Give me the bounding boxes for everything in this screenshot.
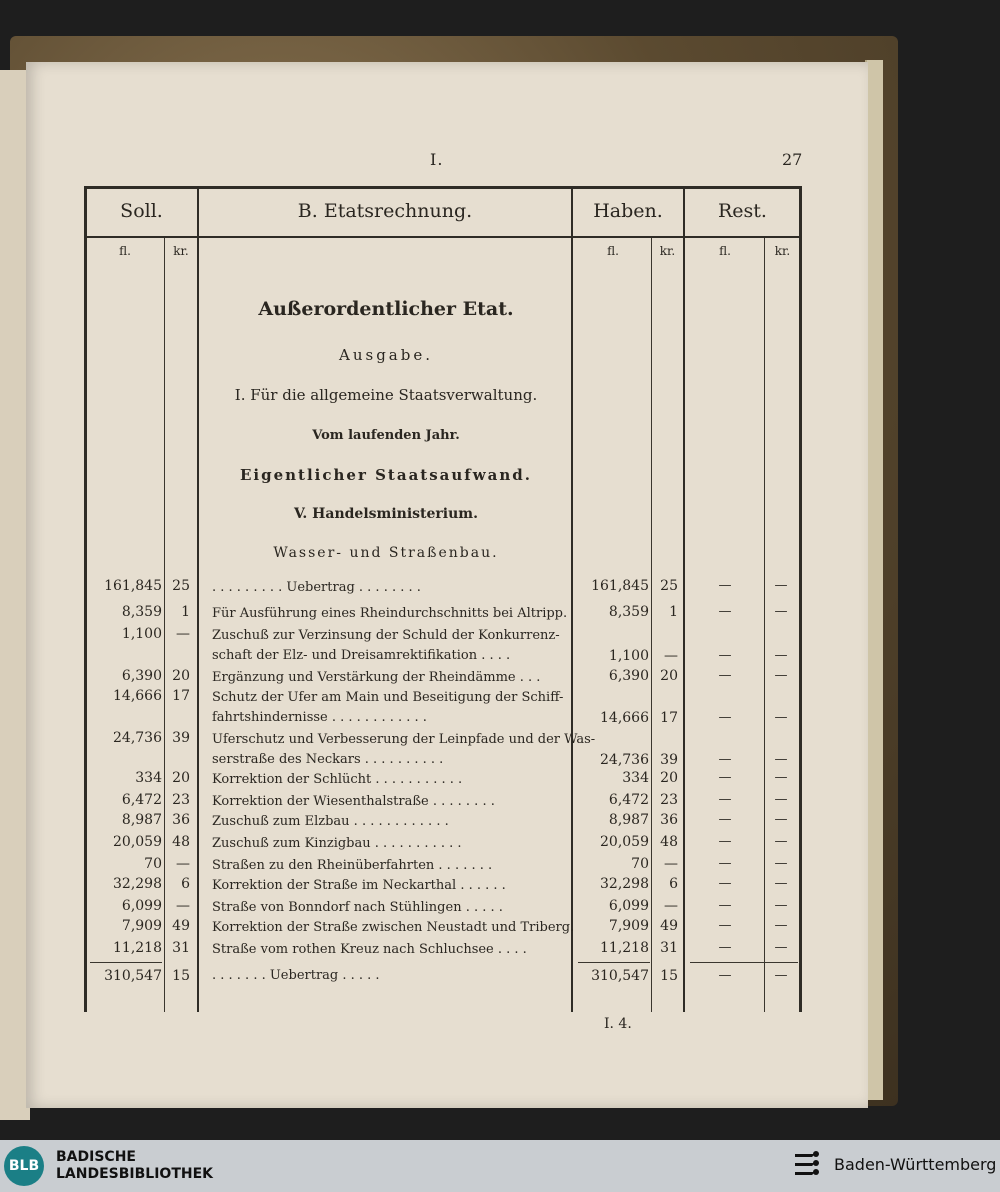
rest-fl-value: — (718, 792, 732, 807)
heading-expense: Ausgabe. (339, 346, 433, 364)
haben-kr-value: 39 (660, 752, 678, 768)
rest-fl-value: — (718, 710, 732, 725)
rest-fl-value: — (718, 876, 732, 891)
divider-haben-rest (683, 186, 685, 1012)
entry-text-cont: fahrtshindernisse . . . . . . . . . . . . (212, 710, 427, 725)
header-rule (86, 236, 800, 238)
col-rest-header: Rest. (718, 200, 767, 222)
lions-coat-of-arms-icon (792, 1148, 826, 1184)
soll-fl-value: 70 (144, 856, 162, 872)
heading-trade-ministry: V. Handelsministerium. (294, 506, 478, 522)
rest-fl-value: — (718, 940, 732, 955)
total-haben-kr: 15 (660, 968, 678, 984)
rest-fl-value: — (718, 856, 732, 871)
soll-fl-value: 1,100 (121, 626, 162, 642)
rest-kr-value: — (774, 752, 788, 767)
rest-fl-value: — (718, 604, 732, 619)
soll-fl-value: 11,218 (113, 940, 162, 956)
total-label: . . . . . . . Uebertrag . . . . . (212, 968, 380, 983)
soll-kr-value: 39 (172, 730, 190, 746)
haben-kr-value: — (664, 898, 678, 914)
entry-text: Straße von Bonndorf nach Stühlingen . . . . . (212, 900, 503, 915)
rest-fl-value: — (718, 812, 732, 827)
haben-fl-value: 1,100 (608, 648, 649, 664)
library-name (56, 1149, 213, 1183)
rest-kr-value: — (774, 834, 788, 849)
rest-fl-value: — (718, 834, 732, 849)
entry-text: Straßen zu den Rheinüberfahrten . . . . . . . (212, 858, 493, 873)
entry-text: Korrektion der Straße im Neckarthal . . . . . . (212, 878, 506, 893)
blb-logo[interactable]: BLB (4, 1146, 44, 1186)
entry-text: Zuschuß zur Verzinsung der Schuld der Konkurrenz- (212, 628, 560, 643)
soll-fl-value: 6,390 (121, 668, 162, 684)
entry-text: Zuschuß zum Kinzigbau . . . . . . . . . . . (212, 836, 462, 851)
state-name: Baden-Württemberg (834, 1155, 997, 1174)
rest-kr-value: — (774, 770, 788, 785)
rest-fl-value: — (718, 918, 732, 933)
divider-haben-kr (651, 238, 652, 1012)
soll-fl-value: 6,099 (121, 898, 162, 914)
sum-rule-soll (90, 962, 162, 963)
soll-fl-value: 14,666 (113, 688, 162, 704)
entry-text: . . . . . . . . . Uebertrag . . . . . . . . (212, 580, 421, 595)
haben-fl-value: 11,218 (600, 940, 649, 956)
haben-kr-value: — (664, 856, 678, 872)
total-soll-fl: 310,547 (104, 968, 162, 984)
entry-text: Korrektion der Wiesenthalstraße . . . . . . . . (212, 794, 495, 809)
heading-state-admin: I. Für die allgemeine Staatsverwaltung. (234, 386, 538, 404)
section-number: I. (430, 150, 444, 169)
soll-fl-value: 32,298 (113, 876, 162, 892)
rest-kr-value: — (774, 856, 788, 871)
unit-haben-kr: kr. (659, 244, 676, 258)
haben-kr-value: 31 (660, 940, 678, 956)
rest-kr-value: — (774, 668, 788, 683)
haben-fl-value: 70 (631, 856, 649, 872)
divider-soll-title (197, 186, 199, 1012)
haben-kr-value: 20 (660, 668, 678, 684)
rest-kr-value: — (774, 812, 788, 827)
soll-kr-value: 31 (172, 940, 190, 956)
soll-fl-value: 161,845 (104, 578, 162, 594)
haben-fl-value: 334 (622, 770, 649, 786)
haben-fl-value: 6,472 (608, 792, 649, 808)
haben-fl-value: 8,359 (608, 604, 649, 620)
unit-rest-fl: fl. (719, 244, 731, 258)
soll-fl-value: 20,059 (113, 834, 162, 850)
footer-bar (0, 1140, 1000, 1192)
soll-fl-value: 8,359 (121, 604, 162, 620)
rest-kr-value: — (774, 898, 788, 913)
entry-text: Uferschutz und Verbesserung der Leinpfade und der Was- (212, 732, 596, 747)
rest-kr-value: — (774, 792, 788, 807)
heading-state-expense: Eigentlicher Staatsaufwand. (239, 466, 532, 484)
soll-kr-value: 20 (172, 668, 190, 684)
divider-rest-kr (764, 238, 765, 1012)
col-soll-header: Soll. (120, 200, 163, 222)
soll-kr-value: 20 (172, 770, 190, 786)
soll-fl-value: 6,472 (121, 792, 162, 808)
haben-kr-value: 20 (660, 770, 678, 786)
heading-extraordinary: Außerordentlicher Etat. (258, 298, 514, 320)
rest-kr-value: — (774, 876, 788, 891)
rest-kr-value: — (774, 648, 788, 663)
haben-fl-value: 14,666 (600, 710, 649, 726)
divider-soll-kr (164, 238, 165, 1012)
total-haben-fl: 310,547 (591, 968, 649, 984)
soll-fl-value: 8,987 (121, 812, 162, 828)
haben-fl-value: 20,059 (600, 834, 649, 850)
entry-text: Straße vom rothen Kreuz nach Schluchsee . . . . (212, 942, 527, 957)
rest-kr-value: — (774, 710, 788, 725)
haben-fl-value: 6,099 (608, 898, 649, 914)
haben-kr-value: 48 (660, 834, 678, 850)
haben-kr-value: 25 (660, 578, 678, 594)
entry-text: Korrektion der Straße zwischen Neustadt und Triberg. (212, 920, 575, 935)
entry-text: Korrektion der Schlücht . . . . . . . . . . . (212, 772, 463, 787)
rest-fl-value: — (718, 770, 732, 785)
rest-fl-value: — (718, 668, 732, 683)
soll-kr-value: — (176, 898, 190, 914)
rest-kr-value: — (774, 578, 788, 593)
unit-rest-kr: kr. (774, 244, 791, 258)
soll-kr-value: — (176, 626, 190, 642)
haben-kr-value: 49 (660, 918, 678, 934)
total-soll-kr: 15 (172, 968, 190, 984)
unit-soll-kr: kr. (173, 244, 189, 258)
soll-kr-value: 6 (181, 876, 190, 892)
rest-kr-value: — (774, 918, 788, 933)
page-number: 27 (782, 150, 803, 169)
soll-kr-value: — (176, 856, 190, 872)
rest-fl-value: — (718, 578, 732, 593)
entry-text: Schutz der Ufer am Main und Beseitigung der Schiff- (212, 690, 564, 705)
soll-kr-value: 48 (172, 834, 190, 850)
soll-kr-value: 23 (172, 792, 190, 808)
soll-kr-value: 25 (172, 578, 190, 594)
signature-mark: I. 4. (604, 1016, 632, 1032)
unit-soll-fl: fl. (119, 244, 131, 258)
soll-fl-value: 334 (135, 770, 162, 786)
library-name-line2: LANDESBIBLIOTHEK (56, 1166, 214, 1182)
rest-kr-value: — (774, 940, 788, 955)
rest-fl-value: — (718, 898, 732, 913)
rest-kr-value: — (774, 604, 788, 619)
total-rest-fl: — (718, 968, 732, 983)
soll-kr-value: 1 (181, 604, 190, 620)
haben-fl-value: 7,909 (608, 918, 649, 934)
heading-water-roads: Wasser- und Straßenbau. (273, 545, 499, 561)
haben-fl-value: 8,987 (608, 812, 649, 828)
soll-kr-value: 49 (172, 918, 190, 934)
haben-fl-value: 32,298 (600, 876, 649, 892)
soll-fl-value: 24,736 (113, 730, 162, 746)
soll-kr-value: 17 (172, 688, 190, 704)
entry-text-cont: schaft der Elz- und Dreisamrektifikation . . . . (212, 648, 511, 663)
haben-kr-value: 6 (669, 876, 678, 892)
entry-text: Ergänzung und Verstärkung der Rheindämme . . . (212, 670, 541, 685)
rest-fl-value: — (718, 648, 732, 663)
entry-text: Zuschuß zum Elzbau . . . . . . . . . . . . (212, 814, 449, 829)
sum-rule-haben (578, 962, 650, 963)
entry-text-cont: serstraße des Neckars . . . . . . . . . . (212, 752, 444, 767)
col-title-header: B. Etatsrechnung. (297, 200, 473, 222)
entry-text: Für Ausführung eines Rheindurchschnitts bei Altripp. (212, 606, 568, 621)
unit-haben-fl: fl. (607, 244, 619, 258)
col-haben-header: Haben. (593, 200, 663, 222)
haben-kr-value: — (664, 648, 678, 664)
haben-kr-value: 1 (669, 604, 678, 620)
haben-kr-value: 23 (660, 792, 678, 808)
haben-fl-value: 24,736 (600, 752, 649, 768)
haben-kr-value: 17 (660, 710, 678, 726)
soll-fl-value: 7,909 (121, 918, 162, 934)
haben-fl-value: 161,845 (591, 578, 649, 594)
heading-current-year: Vom laufenden Jahr. (312, 428, 460, 443)
sum-rule-rest (690, 962, 798, 963)
haben-kr-value: 36 (660, 812, 678, 828)
soll-kr-value: 36 (172, 812, 190, 828)
library-name-line1: BADISCHE (56, 1149, 136, 1165)
haben-fl-value: 6,390 (608, 668, 649, 684)
total-rest-kr: — (774, 968, 788, 983)
rest-fl-value: — (718, 752, 732, 767)
